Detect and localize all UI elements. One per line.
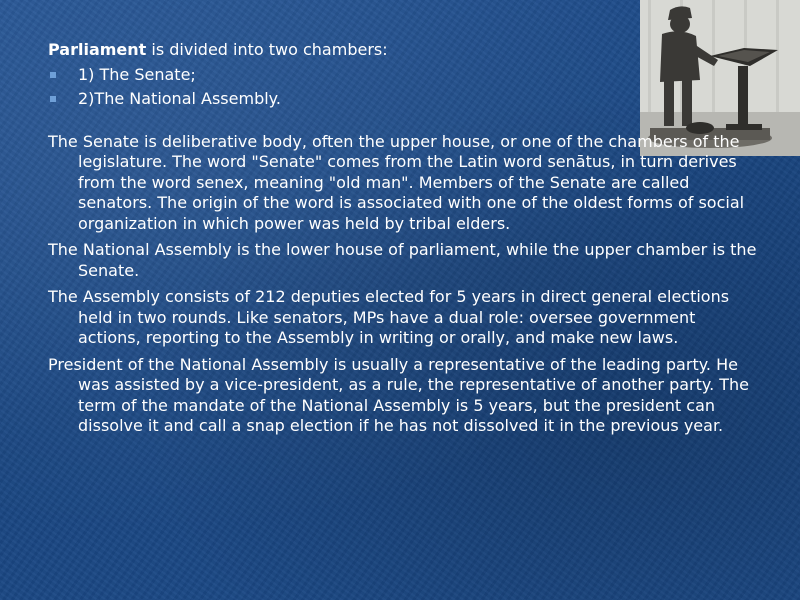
list-item: [48, 89, 760, 110]
chamber-list: [48, 65, 760, 110]
assembly-composition-paragraph: The Assembly consists of 212 deputies elected for 5 years in direct general elections held in two rounds. Like senators, MPs have a dual role: oversee government actions, reporting to the Assembly in writing or orally, and make new laws.: [48, 287, 730, 347]
list-item-text: 2)The National Assembly.: [78, 89, 281, 108]
slide-content: [48, 40, 760, 443]
intro-rest: is divided into two chambers:: [146, 40, 388, 59]
intro-bold-term: Parliament: [48, 40, 147, 59]
assembly-president-paragraph: President of the National Assembly is usually a representative of the leading party. He was assisted by a vice-president, as a rule, the representative of another party. The term of the mandate of the National Assembly is 5 years, but the president can dissolve it and call a snap election if he has not dissolved it in the previous year.: [48, 354, 749, 435]
square-bullet-icon: [50, 72, 56, 78]
list-item-text: 1) The Senate;: [78, 64, 196, 84]
square-bullet-icon: [50, 96, 56, 102]
national-assembly-paragraph: The National Assembly is the lower house of parliament, while the upper chamber is the Senate.: [48, 240, 757, 280]
senate-paragraph: The Senate is deliberative body, often the upper house, or one of the chambers of the legislature. The word "Senate" comes from the Latin word senātus, in turn derives from the word senex, meaning "old man". Members of the Senate are called senators. The origin of the word is associated with one of the oldest forms of social organization in which power was held by tribal elders.: [48, 131, 745, 233]
intro-line: [48, 40, 760, 61]
list-item: [48, 65, 760, 86]
